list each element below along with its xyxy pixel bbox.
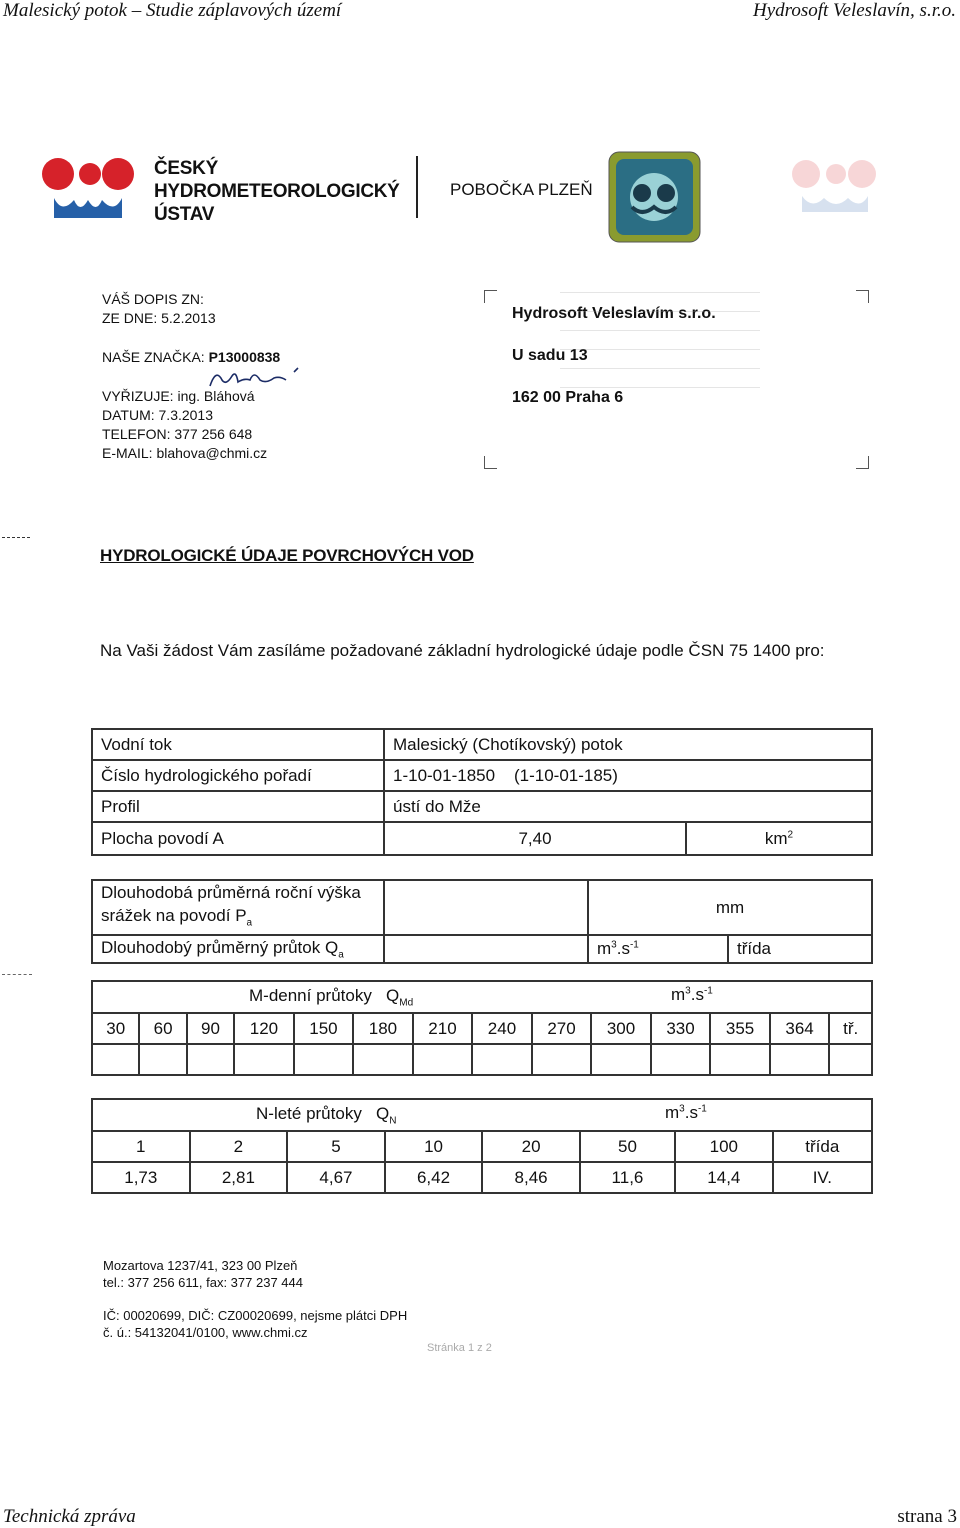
- mdenni-header: 120: [234, 1013, 294, 1044]
- mdenni-header: 330: [651, 1013, 711, 1044]
- cislo-label: Číslo hydrologického pořadí: [92, 760, 384, 791]
- nlete-unit-sup2: -1: [697, 1103, 707, 1115]
- nlete-unit: [665, 1103, 707, 1123]
- prutok-unit-sup2: -1: [629, 939, 639, 951]
- org-line-3: ÚSTAV: [154, 204, 215, 225]
- reference-block: [102, 290, 216, 328]
- address-corner-br: [856, 456, 869, 469]
- prutok-label-text: Dlouhodobý průměrný průtok Q: [101, 938, 339, 958]
- nlete-value: 4,67: [287, 1162, 385, 1193]
- branch-name: POBOČKA PLZEŇ: [450, 180, 593, 199]
- bleed-logo-icon: [790, 158, 880, 214]
- srazky-unit: mm: [588, 880, 872, 935]
- datum: DATUM: 7.3.2013: [102, 407, 214, 423]
- mdenni-unit-m: m: [671, 985, 686, 1004]
- row-prutok: [92, 935, 872, 963]
- prutok-trida: třída: [728, 935, 872, 963]
- contact-line-1: Mozartova 1237/41, 323 00 Plzeň: [103, 1258, 298, 1273]
- mdenni-value: [413, 1044, 473, 1075]
- org-line-1: ČESKÝ: [154, 158, 218, 179]
- mdenni-title-cell: [92, 981, 872, 1013]
- mdenni-header: 180: [353, 1013, 413, 1044]
- mdenni-title: M-denní průtoky: [249, 985, 372, 1005]
- nlete-header: 5: [287, 1131, 385, 1162]
- nlete-header: 10: [385, 1131, 483, 1162]
- nlete-title-row: [92, 1099, 872, 1131]
- prutok-unit: [588, 935, 728, 963]
- vodni-tok-label: Vodní tok: [92, 729, 384, 760]
- intro-text: Na Vaši žádost Vám zasíláme požadované základní hydrologické údaje podle ČSN 75 1400 pro:: [100, 641, 825, 660]
- email: E-MAIL: blahova@chmi.cz: [102, 445, 268, 461]
- srazky-label-text: Dlouhodobá průměrná roční výška srážek na povodí P: [101, 883, 361, 925]
- mdenni-value: [353, 1044, 413, 1075]
- srazky-sub: a: [246, 917, 253, 929]
- mdenni-value: [770, 1044, 830, 1075]
- mdenni-title-row: [92, 981, 872, 1013]
- nlete-unit-s: .s: [684, 1103, 698, 1122]
- mdenni-symbol-sub: Md: [399, 997, 414, 1009]
- running-header-left: Malesický potok – Studie záplavových území: [3, 0, 342, 21]
- address-corner-tl: [484, 290, 497, 303]
- nlete-header: 20: [482, 1131, 580, 1162]
- nase-znacka-label: NAŠE ZNAČKA:: [102, 349, 205, 365]
- vyrizuje: VYŘIZUJE: ing. Bláhová: [102, 388, 255, 404]
- recipient-city: 162 00 Praha 6: [512, 389, 624, 406]
- bleed-through-logo: [790, 158, 880, 214]
- mdenni-unit-sup2: -1: [703, 985, 713, 997]
- address-corner-bl: [484, 456, 497, 469]
- mdenni-unit: [671, 985, 713, 1005]
- prutok-unit-m: m: [597, 939, 612, 959]
- document-title: HYDROLOGICKÉ ÚDAJE POVRCHOVÝCH VOD: [100, 546, 474, 565]
- mdenni-value: [234, 1044, 294, 1075]
- nlete-value: 6,42: [385, 1162, 483, 1193]
- page-note: Stránka 1 z 2: [427, 1342, 492, 1354]
- org-line-2: HYDROMETEOROLOGICKÝ: [154, 181, 400, 202]
- mdenni-value: [92, 1044, 139, 1075]
- nlete-title: N-leté průtoky: [256, 1103, 362, 1123]
- contact-line-2: tel.: 377 256 611, fax: 377 237 444: [103, 1275, 303, 1290]
- prutok-unit-s: .s: [616, 939, 630, 959]
- prutok-unit-sup: 3: [611, 939, 617, 951]
- nlete-symbol: Q: [376, 1103, 390, 1123]
- address-corner-tr: [856, 290, 869, 303]
- row-profil: [92, 791, 872, 822]
- mdenni-header: 364: [770, 1013, 830, 1044]
- cislo-value: 1-10-01-1850 (1-10-01-185): [384, 760, 872, 791]
- registration-block: [103, 1307, 407, 1341]
- row-cislo: [92, 760, 872, 791]
- nlete-header: 100: [675, 1131, 773, 1162]
- mdenni-value: [829, 1044, 872, 1075]
- nlete-header-row: [92, 1131, 872, 1162]
- certificate-badge-icon: [608, 151, 701, 243]
- mdenni-unit-s: .s: [690, 985, 704, 1004]
- vodni-tok-value: Malesický (Chotíkovský) potok: [384, 729, 872, 760]
- nase-znacka-value: P13000838: [208, 349, 281, 365]
- row-plocha: [92, 822, 872, 855]
- mdenni-header-row: [92, 1013, 872, 1044]
- nlete-value: 8,46: [482, 1162, 580, 1193]
- bleed-through-lines: [560, 282, 760, 452]
- nlete-header: 1: [92, 1131, 190, 1162]
- mdenni-unit-sup: 3: [685, 985, 691, 997]
- fold-mark-top: [2, 537, 30, 538]
- longterm-table: [91, 879, 873, 964]
- mdenni-value: [532, 1044, 592, 1075]
- mdenni-header: 270: [532, 1013, 592, 1044]
- plocha-unit-sup: 2: [787, 828, 794, 840]
- running-header-right: Hydrosoft Veleslavín, s.r.o.: [752, 0, 956, 21]
- org-name: [154, 157, 400, 226]
- running-footer-right: strana 3: [897, 1506, 957, 1527]
- mdenni-value: [294, 1044, 354, 1075]
- nlete-symbol-sub: N: [389, 1115, 397, 1127]
- plocha-unit: [686, 822, 872, 855]
- nlete-value: IV.: [773, 1162, 872, 1193]
- plocha-value: 7,40: [384, 822, 686, 855]
- telefon: TELEFON: 377 256 648: [102, 426, 253, 442]
- recipient-name: Hydrosoft Veleslavím s.r.o.: [512, 305, 716, 322]
- mdenni-value: [710, 1044, 770, 1075]
- row-srazky: [92, 880, 872, 935]
- mdenni-header: 355: [710, 1013, 770, 1044]
- prutok-value: [384, 935, 588, 963]
- mdenni-value: [651, 1044, 711, 1075]
- mdenni-header: 300: [591, 1013, 651, 1044]
- nlete-title-cell: [92, 1099, 872, 1131]
- nlete-value-row: [92, 1162, 872, 1193]
- nlete-value: 1,73: [92, 1162, 190, 1193]
- mdenni-header: 240: [472, 1013, 532, 1044]
- nlete-header: 50: [580, 1131, 675, 1162]
- contact-line-3: IČ: 00020699, DIČ: CZ00020699, nejsme plátci DPH: [103, 1308, 408, 1323]
- nlete-value: 2,81: [190, 1162, 288, 1193]
- nlete-value: 14,4: [675, 1162, 773, 1193]
- profil-value: ústí do Mže: [384, 791, 872, 822]
- mdenni-value: [187, 1044, 234, 1075]
- nlete-header: třída: [773, 1131, 872, 1162]
- basic-info-table: [91, 728, 873, 856]
- ze-dne: ZE DNE: 5.2.2013: [102, 310, 216, 326]
- nlete-value: 11,6: [580, 1162, 675, 1193]
- running-footer-left: Technická zpráva: [3, 1506, 136, 1527]
- mdenni-header: tř.: [829, 1013, 872, 1044]
- mdenni-value-row: [92, 1044, 872, 1075]
- mdenni-header: 90: [187, 1013, 234, 1044]
- chmi-logo-icon: [40, 156, 136, 222]
- mdenni-header: 30: [92, 1013, 139, 1044]
- srazky-label: [92, 880, 384, 935]
- prutok-label: [92, 935, 384, 963]
- nlete-unit-sup: 3: [679, 1103, 685, 1115]
- mdenni-table: [91, 980, 873, 1076]
- nlete-table: [91, 1098, 873, 1194]
- mdenni-value: [591, 1044, 651, 1075]
- mdenni-header: 60: [139, 1013, 186, 1044]
- nase-znacka: [102, 348, 280, 367]
- plocha-unit-base: km: [764, 828, 788, 848]
- letterhead-divider: [416, 156, 418, 218]
- mdenni-value: [139, 1044, 186, 1075]
- contact-details: [102, 387, 267, 463]
- address-block: [103, 1257, 303, 1291]
- nlete-unit-m: m: [665, 1103, 680, 1122]
- nlete-header: 2: [190, 1131, 288, 1162]
- prutok-sub: a: [338, 949, 344, 961]
- mdenni-header: 210: [413, 1013, 473, 1044]
- contact-line-4: č. ú.: 54132041/0100, www.chmi.cz: [103, 1325, 308, 1340]
- mdenni-value: [472, 1044, 532, 1075]
- recipient-street: U sadu 13: [512, 347, 588, 364]
- plocha-label: Plocha povodí A: [92, 822, 384, 855]
- mdenni-symbol: Q: [386, 985, 400, 1005]
- profil-label: Profil: [92, 791, 384, 822]
- srazky-value: [384, 880, 588, 935]
- vas-dopis: VÁŠ DOPIS ZN:: [102, 291, 204, 307]
- fold-mark-bottom: [2, 974, 32, 975]
- row-vodni-tok: [92, 729, 872, 760]
- mdenni-header: 150: [294, 1013, 354, 1044]
